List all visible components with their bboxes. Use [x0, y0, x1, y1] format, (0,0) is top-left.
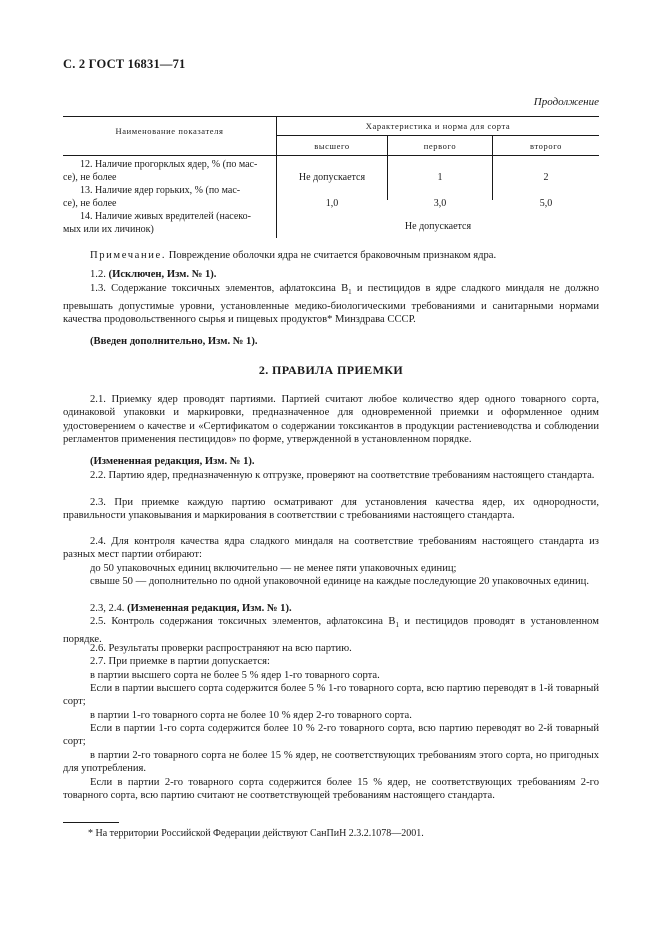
paragraph-2-7: 2.7. При приемке в партии допускается: — [90, 656, 270, 667]
row-name-line: 14. Наличие живых вредителей (насеко- — [80, 211, 251, 222]
paragraph-text: 1.3. Содержание токсичных элементов, афлатоксина B — [90, 283, 349, 294]
section-title: 2. ПРАВИЛА ПРИЕМКИ — [258, 363, 404, 377]
footnote: * На территории Российской Федерации действуют СанПиН 2.3.2.1078—2001. — [88, 828, 424, 839]
note-label: Примечание. — [90, 250, 167, 261]
amendment-note: (Исключен, Изм. № 1). — [108, 269, 217, 280]
paragraph-text: 2.5. Контроль содержания токсичных элементов, афлатоксина B — [90, 616, 396, 627]
paragraph-2-7-c: в партии 1-го товарного сорта не более 10 % ядер 2-го товарного сорта. — [90, 710, 412, 721]
paragraph-2-2: 2.2. Партию ядер, предназначенную к отгрузке, проверяют на соответствие требованиям настоящего стандарта. — [90, 470, 595, 481]
note-text: Повреждение оболочки ядра не считается браковочным признаком ядра. — [166, 250, 497, 261]
amendment-note: (Измененная редакция, Изм. № 1). — [127, 603, 292, 614]
footnote-rule — [63, 822, 119, 823]
paragraph-1-3 — [63, 282, 599, 326]
column-header-grade-group: Характеристика и норма для сорта — [365, 121, 511, 131]
column-header-grade-second: второго — [530, 141, 562, 151]
paragraph-text: и пестицидов проводят в установленном порядке. — [63, 616, 599, 645]
subscript: 1 — [348, 288, 352, 297]
table-note — [63, 249, 599, 262]
continuation-label: Продолжение — [533, 96, 599, 108]
row-name-line: се), не более — [63, 198, 117, 209]
value-cell: Не допускается — [298, 172, 366, 183]
paragraph-2-3: 2.3. При приемке каждую партию осматривают для установления качества ядер, их однородности, правильности упаковывания и маркирования в соответствии с требованиями настоящего стандарта. — [63, 497, 599, 522]
value-cell: 5,0 — [539, 198, 553, 209]
row-name-line: се), не более — [63, 172, 117, 183]
paragraph-2-7-f: Если в партии 2-го товарного сорта содержится более 15 % ядер, не соответствующих требованиям 2-го товарного сорта, всю партию считают не соответствующей требованиям настоящего стандарта. — [63, 777, 599, 802]
table-group-rule — [276, 135, 599, 136]
table-row — [63, 158, 273, 184]
paragraph-text: и пестицидов в ядре сладкого миндаля не должно превышать допустимые уровни, установленные медико-биологическими требованиями и санитарными нормами качества продовольственного сырья и пищевых продуктов* Минздрава СССР. — [63, 283, 599, 325]
row-name-line: 13. Наличие ядер горьких, % (по мас- — [80, 185, 241, 196]
paragraph-2-7-d: Если в партии 1-го сорта содержится более 10 % 2-го товарного сорта, всю партию переводят во 2-й товарный сорт; — [63, 723, 599, 748]
paragraph-1-2 — [63, 268, 599, 281]
paragraph-number: 2.3, 2.4. — [90, 603, 128, 614]
table-top-rule — [63, 116, 599, 117]
column-header-grade-top: высшего — [314, 141, 350, 151]
value-cell: 1,0 — [325, 198, 339, 209]
paragraph-2-7-a: в партии высшего сорта не более 5 % ядер 1-го товарного сорта. — [90, 670, 380, 681]
row-name-line: мых или их личинок) — [63, 224, 154, 235]
paragraph-2-1: 2.1. Приемку ядер проводят партиями. Партией считают любое количество ядер одного товарного сорта, одинаковой упаковки и маркировки, предназначенное для одновременной приемки и оформленное одним удостоверением о качестве и «Сертификатом о содержании токсикантов в продукции растениеводства и соблюдении регламентов применения пестицидов» по форме, утвержденной в установленном порядке. — [63, 394, 599, 446]
paragraph-2-6: 2.6. Результаты проверки распространяют на всю партию. — [90, 643, 352, 654]
paragraph-2-4-b: свыше 50 — дополнительно по одной упаковочной единице на каждые последующие 20 упаковочных единиц. — [90, 576, 589, 587]
paragraph-2-7-b: Если в партии высшего сорта содержится более 5 % 1-го товарного сорта, всю партию переводят в 1-й товарный сорт; — [63, 683, 599, 708]
amendment-note-changed: (Измененная редакция, Изм. № 1). — [90, 456, 255, 467]
paragraph-2-7-e: в партии 2-го товарного сорта не более 15 % ядер, не соответствующих требованиям этого сорта, но пригодных для употребления. — [63, 750, 599, 775]
page-reference: С. 2 ГОСТ 16831—71 — [63, 57, 186, 71]
paragraph-2-4: 2.4. Для контроля качества ядра сладкого миндаля на соответствие требованиям настоящего стандарта из разных мест партии отбирают: — [63, 536, 599, 561]
column-header-grade-first: первого — [423, 141, 457, 151]
table-row — [63, 210, 273, 236]
value-cell-merged: Не допускается — [404, 221, 472, 232]
amendment-note-added: (Введен дополнительно, Изм. № 1). — [90, 336, 258, 347]
value-cell: 2 — [543, 172, 549, 183]
value-cell: 3,0 — [433, 198, 447, 209]
amendment-note-changed-2 — [63, 602, 599, 615]
column-header-indicator: Наименование показателя — [115, 126, 224, 136]
value-cell: 1 — [437, 172, 443, 183]
paragraph-number: 1.2. — [90, 269, 109, 280]
row-name-line: 12. Наличие прогорклых ядер, % (по мас- — [80, 159, 258, 170]
subscript: 1 — [395, 621, 399, 630]
table-row — [63, 184, 273, 210]
table-header-rule — [63, 155, 599, 156]
paragraph-2-4-a: до 50 упаковочных единиц включительно — не менее пяти упаковочных единиц; — [90, 563, 457, 574]
